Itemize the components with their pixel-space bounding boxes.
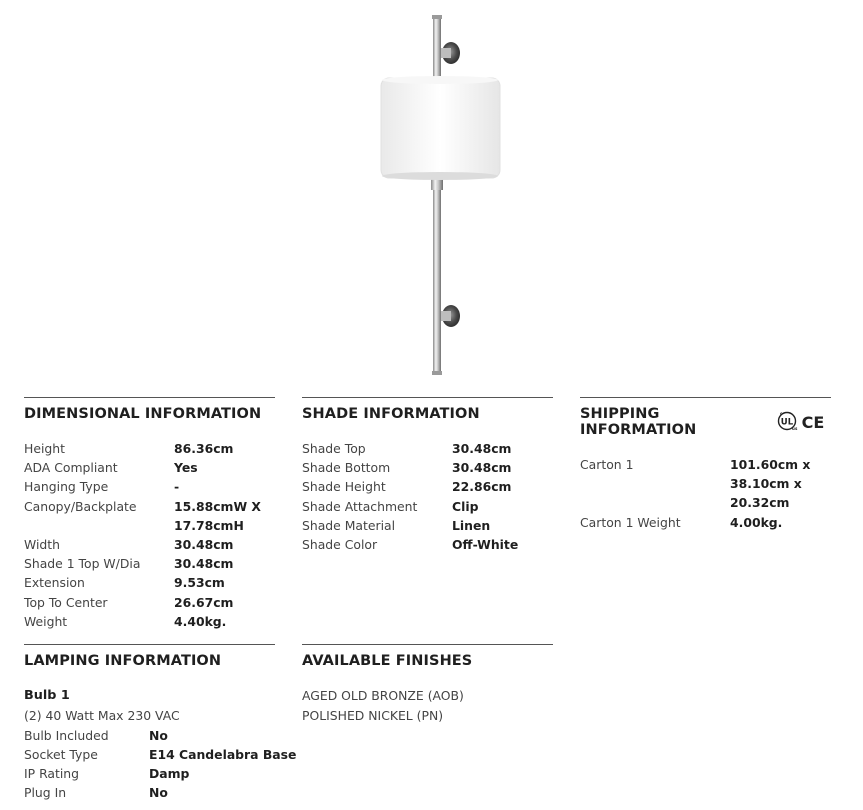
svg-text:c: c	[780, 411, 783, 416]
spec-value: -	[174, 479, 180, 495]
bulb-spec: (2) 40 Watt Max 230 VAC	[24, 707, 180, 723]
spec-label: Shade Material	[302, 517, 396, 533]
section-title: SHADE INFORMATION	[302, 406, 480, 422]
spec-label: Bulb Included	[24, 727, 109, 743]
svg-text:CE: CE	[801, 413, 825, 432]
section-divider	[24, 397, 275, 398]
bulb-title: Bulb 1	[24, 688, 70, 703]
spec-row	[24, 497, 275, 535]
spec-label: Shade Attachment	[302, 498, 418, 514]
spec-row	[302, 477, 553, 496]
product-image	[370, 10, 510, 378]
spec-label: Canopy/Backplate	[24, 498, 137, 514]
certification-marks	[777, 411, 831, 433]
spec-label: Extension	[24, 575, 85, 591]
spec-value: 22.86cm	[452, 479, 512, 495]
spec-row	[24, 726, 275, 745]
section-divider	[24, 644, 275, 645]
shade-information-section	[302, 397, 553, 554]
spec-label: Carton 1 Weight	[580, 514, 681, 530]
spec-row	[24, 612, 275, 631]
section-title-row	[580, 406, 831, 438]
spec-row	[24, 554, 275, 573]
spec-label: Shade Bottom	[302, 460, 391, 476]
finish-item: POLISHED NICKEL (PN)	[302, 707, 444, 723]
spec-label: Socket Type	[24, 746, 98, 762]
spec-value: E14 Candelabra Base	[149, 746, 297, 762]
wall-sconce-product-image	[370, 10, 510, 378]
spec-label: Weight	[24, 613, 68, 629]
finish-item: AGED OLD BRONZE (AOB)	[302, 688, 464, 703]
spec-row	[24, 458, 275, 477]
spec-value: No	[149, 727, 168, 743]
section-divider	[302, 397, 553, 398]
spec-value: 26.67cm	[174, 594, 234, 610]
spec-row	[24, 477, 275, 496]
spec-value: 15.88cmW X 17.78cmH	[174, 498, 261, 533]
spec-value: Clip	[452, 498, 479, 514]
section-title: LAMPING INFORMATION	[24, 653, 222, 669]
spec-value: Damp	[149, 765, 190, 781]
svg-text:UL: UL	[780, 417, 794, 428]
spec-value: 86.36cm	[174, 441, 234, 456]
spec-label: Shade 1 Top W/Dia	[24, 556, 141, 572]
spec-label: Hanging Type	[24, 479, 109, 495]
spec-label: Top To Center	[24, 594, 108, 610]
spec-value: 101.60cm x 38.10cm x 20.32cm	[730, 457, 811, 511]
spec-row	[24, 764, 275, 783]
spec-row	[580, 513, 831, 532]
svg-text:us: us	[792, 426, 798, 431]
spec-value: Linen	[452, 517, 491, 533]
spec-label: Height	[24, 441, 65, 456]
lamping-information-section	[24, 644, 297, 802]
ul-listed-icon	[779, 411, 798, 431]
spec-label: Shade Top	[302, 441, 366, 456]
spec-table	[580, 455, 831, 532]
bulb-block	[24, 686, 275, 726]
spec-label: Shade Height	[302, 479, 386, 495]
spec-value: 4.00kg.	[730, 514, 783, 530]
spec-row	[24, 535, 275, 554]
spec-value: Yes	[174, 460, 198, 476]
spec-row	[302, 497, 553, 516]
spec-row	[24, 439, 275, 458]
section-divider	[580, 397, 831, 398]
spec-table	[24, 439, 275, 631]
spec-label: Plug In	[24, 785, 67, 801]
spec-row	[302, 458, 553, 477]
spec-value: No	[149, 785, 168, 801]
section-title: SHIPPING INFORMATION	[580, 406, 697, 438]
spec-value: 9.53cm	[174, 575, 225, 591]
spec-row	[302, 516, 553, 535]
spec-label: Shade Color	[302, 537, 378, 553]
spec-label: Width	[24, 537, 60, 553]
spec-value: 30.48cm	[452, 460, 512, 476]
spec-table	[302, 439, 553, 554]
ce-mark-icon	[802, 413, 825, 432]
spec-label: ADA Compliant	[24, 460, 118, 476]
spec-row	[24, 783, 275, 802]
spec-value: 30.48cm	[174, 556, 234, 572]
spec-row	[24, 573, 275, 592]
spec-row	[302, 439, 553, 458]
shipping-information-section	[580, 397, 831, 532]
section-divider	[302, 644, 553, 645]
spec-label: Carton 1	[580, 457, 634, 472]
section-title: DIMENSIONAL INFORMATION	[24, 406, 262, 422]
spec-table	[24, 726, 297, 803]
spec-row	[24, 593, 275, 612]
spec-value: 4.40kg.	[174, 613, 227, 629]
available-finishes-section	[302, 644, 553, 725]
spec-value: 30.48cm	[174, 537, 234, 553]
spec-row	[24, 745, 297, 764]
spec-value: 30.48cm	[452, 441, 512, 456]
section-title: AVAILABLE FINISHES	[302, 653, 473, 669]
finish-list	[302, 686, 553, 725]
spec-row	[302, 535, 553, 554]
dimensional-information-section	[24, 397, 275, 631]
spec-value: Off-White	[452, 537, 519, 553]
spec-row	[580, 455, 831, 513]
spec-label: IP Rating	[24, 765, 80, 781]
